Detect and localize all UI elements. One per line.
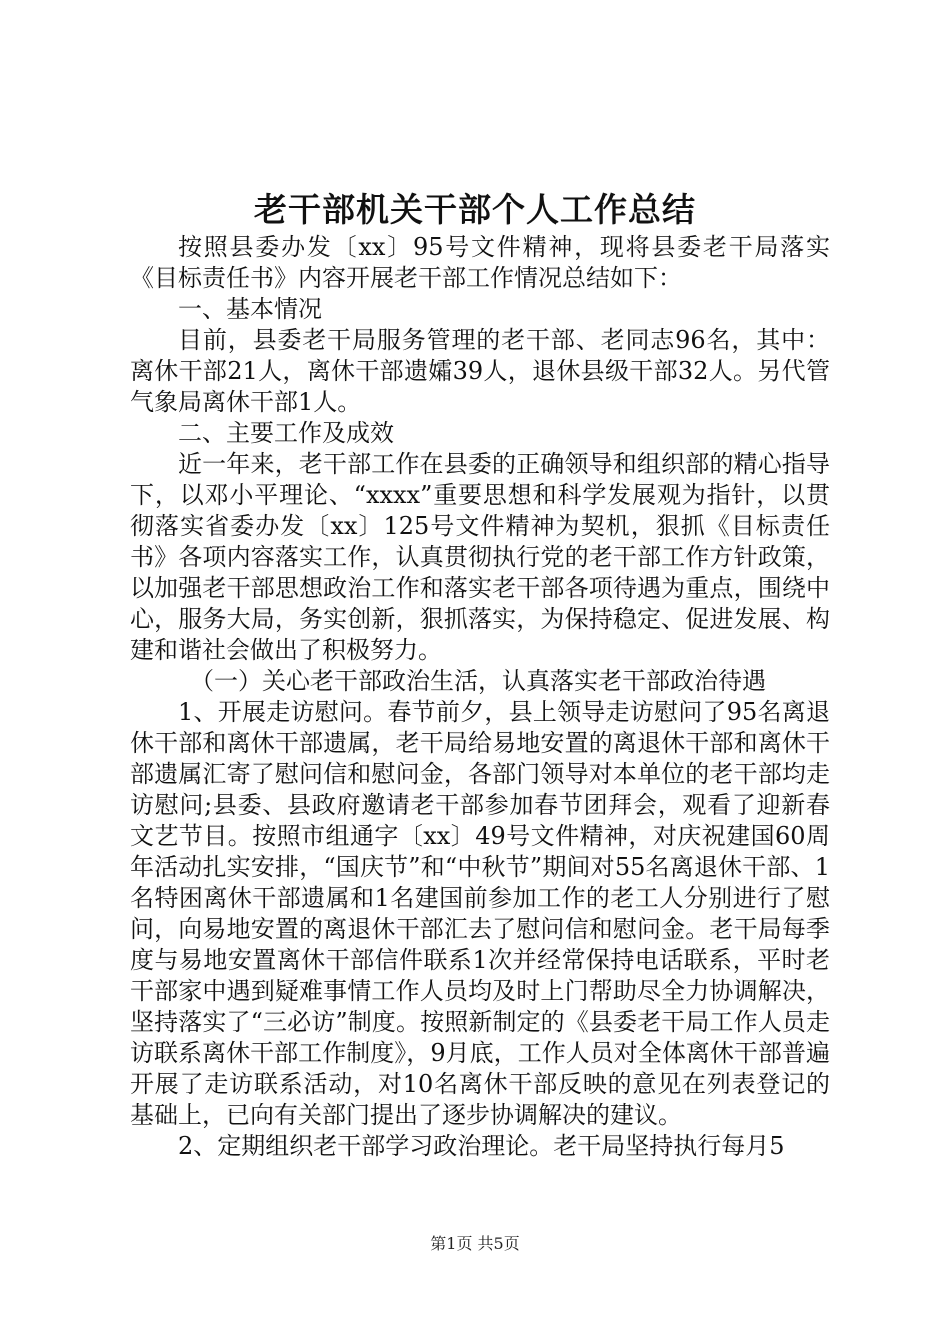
document-title: 老干部机关干部个人工作总结 (254, 190, 696, 229)
subsection-heading-political-life: （一）关心老干部政治生活，认真落实老干部政治待遇 (190, 667, 766, 695)
intro-paragraph: 按照县委办发〔xx〕95号文件精神，现将县委老干局落实《目标责任书》内容开展老干部工作情况总结如下： (130, 233, 830, 292)
basic-situation-paragraph: 目前，县委老干局服务管理的老干部、老同志96名，其中：离休干部21人，离休干部遗孀39人，退休县级干部32人。另代管气象局离休干部1人。 (130, 326, 830, 416)
visits-paragraph: 1、开展走访慰问。春节前夕，县上领导走访慰问了95名离退休干部和离休干部遗属，老干局给易地安置的离退休干部和离休干部遗属汇寄了慰问信和慰问金，各部门领导对本单位的老干部均走访慰问;县委、县政府邀请老干部参加春节团拜会，观看了迎新春文艺节目。按照市组通字〔xx〕49号文件精神，对庆祝建国60周年活动扎实安排，“国庆节”和“中秋节”期间对55名离退休干部、1名特困离休干部遗属和1名建国前参加工作的老工人分别进行了慰问，向易地安置的离退休干部汇去了慰问信和慰问金。老干局每季度与易地安置离休干部信件联系1次并经常保持电话联系，平时老干部家中遇到疑难事情工作人员均及时上门帮助尽全力协调解决，坚持落实了“三必访”制度。按照新制定的《县委老干局工作人员走访联系离休干部工作制度》，9月底，工作人员对全体离休干部普遍开展了走访联系活动，对10名离休干部反映的意见在列表登记的基础上，已向有关部门提出了逐步协调解决的建议。 (130, 698, 830, 1129)
section-heading-basic-situation: 一、基本情况 (178, 295, 322, 323)
main-work-paragraph: 近一年来，老干部工作在县委的正确领导和组织部的精心指导下，以邓小平理论、“xxxx”重要思想和科学发展观为指针，以贯彻落实省委办发〔xx〕125号文件精神为契机，狠抓《目标责任书》各项内容落实工作，认真贯彻执行党的老干部工作方针政策，以加强老干部思想政治工作和落实老干部各项待遇为重点，围绕中心，服务大局，务实创新，狠抓落实，为保持稳定、促进发展、构建和谐社会做出了积极努力。 (130, 450, 830, 664)
section-heading-main-work: 二、主要工作及成效 (178, 419, 394, 447)
study-paragraph: 2、定期组织老干部学习政治理论。老干局坚持执行每月5 (178, 1132, 785, 1160)
document-body (130, 232, 830, 1162)
page-number-footer: 第1页 共5页 (430, 1234, 520, 1253)
